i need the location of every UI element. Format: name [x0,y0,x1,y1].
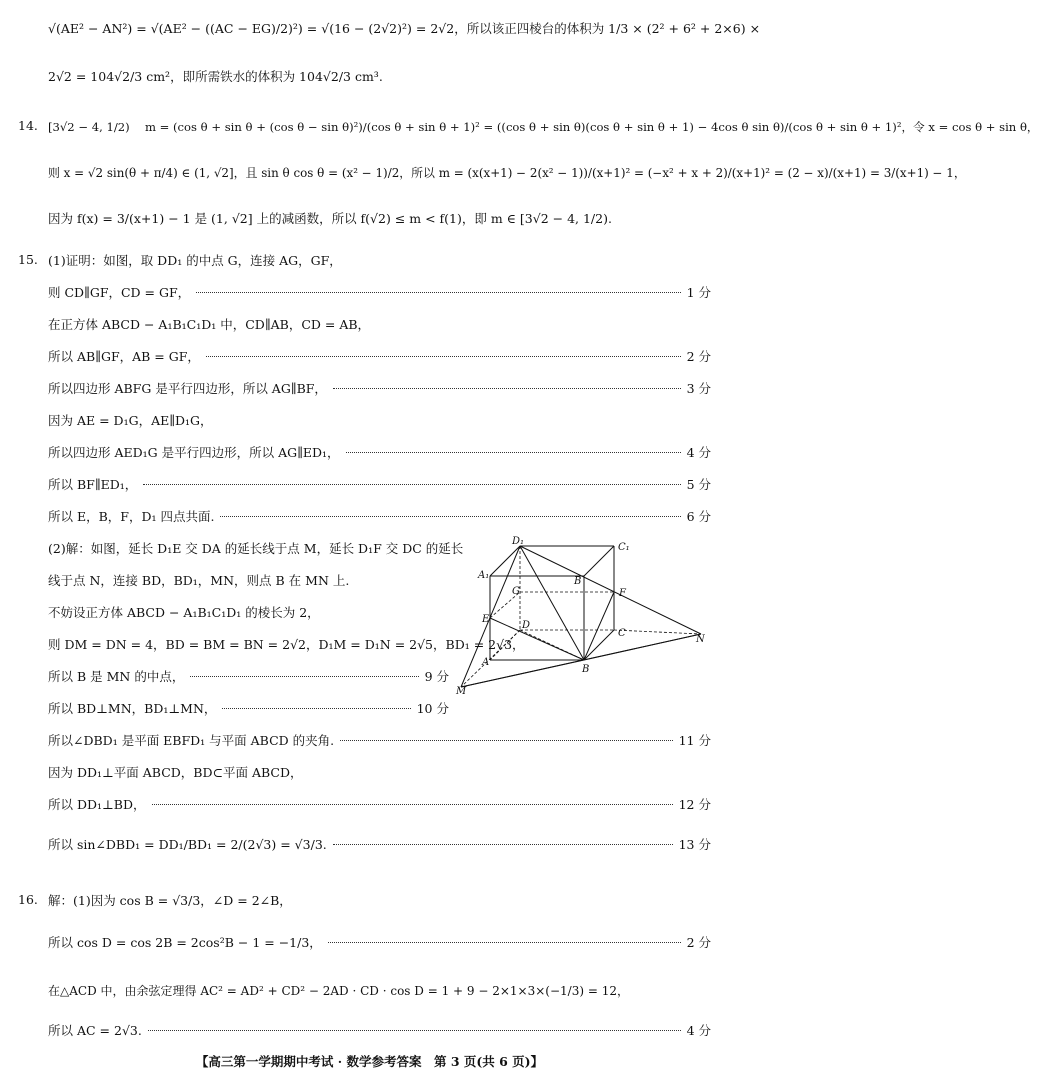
line-2: 2√2 = 104√2/3 cm²，即所需铁水的体积为 104√2/3 cm³. [48,69,383,84]
leader-dots [190,676,418,677]
q16-step-2: 在△ACD 中，由余弦定理得 AC² = AD² + CD² − 2AD · CD · cos D = 1 + 9 − 2×1×3×(−1/3) = 12， [48,984,629,998]
step-text: 所以 BD⊥MN，BD₁⊥MN， [48,701,217,716]
leader-dots [143,484,680,485]
page-footer: 【高三第一学期期中考试 · 数学参考答案 第 3 页(共 6 页)】 [195,1054,544,1069]
step-score: 6 分 [686,509,711,524]
leader-dots [206,356,681,357]
label-C1: C₁ [618,542,630,553]
leader-dots [152,804,673,805]
label-D: D [522,620,531,631]
label-B1: B [574,576,582,587]
q15-part1-intro: (1)证明：如图，取 DD₁ 的中点 G，连接 AG，GF， [48,253,342,268]
q14-line-1: [3√2 − 4, 1/2) m = (cos θ + sin θ + (cos θ − sin θ)²)/(cos θ + sin θ + 1)² = ((cos θ + sin θ)(cos θ + sin θ + 1) − 4cos θ sin θ)/(cos θ + sin θ + 1)²，令 x = cos θ + sin θ， [48,120,1039,134]
leader-dots [333,844,673,845]
q15-step-10 [48,700,449,718]
step-text: 所以 BF∥ED₁， [48,477,138,492]
step-score: 4 分 [686,1023,711,1038]
q15-step-5: 因为 AE = D₁G，AE∥D₁G， [48,413,213,428]
step-score: 13 分 [678,837,711,852]
line-1: √(AE² − AN²) = √(AE² − ((AC − EG)/2)²) = √(16 − (2√2)²) = 2√2，所以该正四棱台的体积为 1/3 × (2² + 6² + 2×6) × [48,21,761,36]
q15-step-11 [48,732,711,750]
q16-number: 16. [18,892,38,907]
step-text: 则 CD∥GF，CD = GF， [48,285,191,300]
q15-part2-a: (2)解：如图，延长 D₁E 交 DA 的延长线于点 M，延长 D₁F 交 DC 的延长 [48,541,464,556]
cube-figure [456,532,706,697]
leader-dots [196,292,680,293]
step-text: 所以 sin∠DBD₁ = DD₁/BD₁ = 2/(2√3) = √3/3. [48,837,327,852]
leader-dots [328,942,681,943]
leader-dots [340,740,673,741]
step-score: 3 分 [686,381,711,396]
q15-step-4 [48,380,711,398]
step-text: 所以 AC = 2√3. [48,1023,142,1038]
leader-dots [333,388,681,389]
q16-step-3 [48,1022,711,1040]
q16-intro: 解：(1)因为 cos B = √3/3，∠D = 2∠B， [48,893,292,908]
q14-line-3: 因为 f(x) = 3/(x+1) − 1 是 (1, √2] 上的减函数，所以 f(√2) ≤ m < f(1)，即 m ∈ [3√2 − 4, 1/2). [48,211,612,226]
step-text: 所以 cos D = cos 2B = 2cos²B − 1 = −1/3， [48,935,322,950]
step-score: 11 分 [678,733,711,748]
leader-dots [222,708,410,709]
step-text: 所以 E，B，F，D₁ 四点共面. [48,509,215,524]
q15-step-12a: 因为 DD₁⊥平面 ABCD，BD⊂平面 ABCD， [48,765,303,780]
step-score: 10 分 [416,701,449,716]
q14-line-2: 则 x = √2 sin(θ + π/4) ∈ (1, √2]，且 sin θ cos θ = (x² − 1)/2，所以 m = (x(x+1) − 2(x² − 1))/(x+1)² = (−x² + x + 2)/(x+1)² = (2 − x)/(x+1) = 3/(x+1) − 1， [48,166,966,180]
q15-part2-c: 不妨设正方体 ABCD − A₁B₁C₁D₁ 的棱长为 2， [48,605,320,620]
q14-number: 14. [18,118,38,133]
q16-step-1 [48,934,711,952]
q15-step-12 [48,796,711,814]
label-B: B [582,664,590,675]
step-score: 2 分 [686,935,711,950]
q15-step-2: 在正方体 ABCD − A₁B₁C₁D₁ 中，CD∥AB，CD = AB， [48,317,371,332]
q15-step-8 [48,508,711,526]
q15-step-1 [48,284,711,302]
step-text: 所以四边形 AED₁G 是平行四边形，所以 AG∥ED₁， [48,445,340,460]
step-score: 4 分 [686,445,711,460]
step-score: 5 分 [686,477,711,492]
q15-part2-d: 则 DM = DN = 4，BD = BM = BN = 2√2，D₁M = D₁N = 2√5，BD₁ = 2√3， [48,637,525,652]
q15-step-7 [48,476,711,494]
step-score: 12 分 [678,797,711,812]
q15-number: 15. [18,252,38,267]
leader-dots [346,452,681,453]
step-score: 9 分 [424,669,449,684]
label-F: F [619,588,626,599]
step-score: 2 分 [686,349,711,364]
q15-step-6 [48,444,711,462]
step-text: 所以 B 是 MN 的中点， [48,669,185,684]
step-score: 1 分 [686,285,711,300]
step-text: 所以四边形 ABFG 是平行四边形，所以 AG∥BF， [48,381,327,396]
label-G: G [512,586,520,597]
label-A1: A₁ [478,570,490,581]
leader-dots [220,516,680,517]
label-M: M [456,686,467,697]
label-D1: D₁ [512,536,525,547]
q15-step-9 [48,668,449,686]
step-text: 所以 AB∥GF，AB = GF， [48,349,200,364]
q15-step-13 [48,836,711,854]
label-E: E [482,614,490,625]
label-C: C [618,628,626,639]
step-text: 所以∠DBD₁ 是平面 EBFD₁ 与平面 ABCD 的夹角. [48,733,335,748]
step-text: 所以 DD₁⊥BD， [48,797,146,812]
q15-part2-b: 线于点 N，连接 BD，BD₁，MN，则点 B 在 MN 上. [48,573,350,588]
label-N: N [696,634,705,645]
label-A: A [482,657,490,668]
q15-step-3 [48,348,711,366]
leader-dots [148,1030,681,1031]
